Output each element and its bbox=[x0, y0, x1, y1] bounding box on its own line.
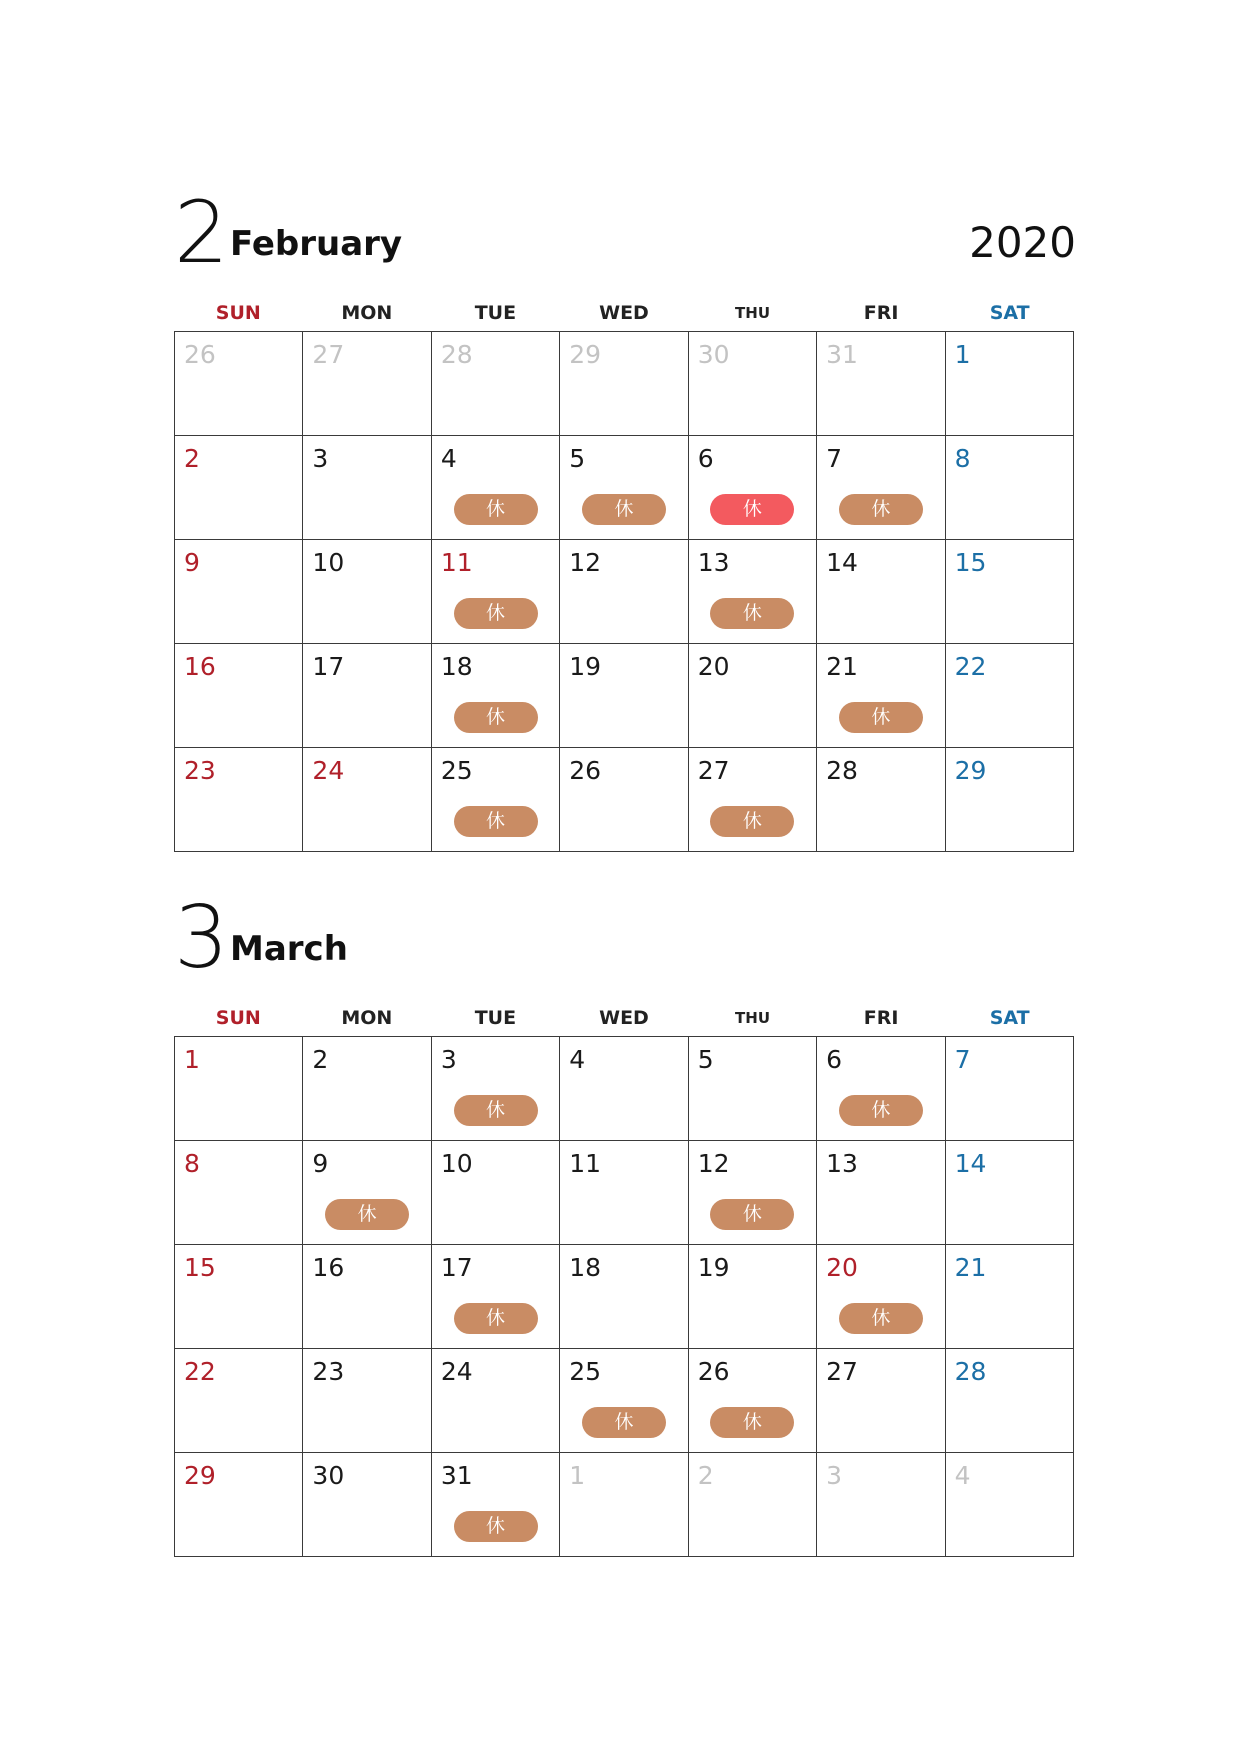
day-number: 10 bbox=[312, 548, 345, 577]
day-number: 18 bbox=[569, 1253, 602, 1282]
weekday-fri: FRI bbox=[863, 302, 899, 324]
day-number: 4 bbox=[440, 444, 457, 473]
day-number: 20 bbox=[826, 1253, 858, 1282]
day-cell[interactable] bbox=[689, 1245, 817, 1349]
day-cell[interactable] bbox=[175, 332, 303, 436]
holiday-badge: 休 bbox=[710, 806, 794, 837]
month-number: 2 bbox=[174, 183, 229, 283]
day-cell[interactable] bbox=[817, 748, 945, 852]
weekday-wed: WED bbox=[599, 1007, 649, 1029]
day-cell[interactable] bbox=[303, 1349, 431, 1453]
day-cell[interactable] bbox=[560, 1349, 688, 1453]
day-number: 28 bbox=[954, 1357, 987, 1386]
day-number: 5 bbox=[569, 444, 586, 473]
weekday-sun: SUN bbox=[215, 302, 261, 324]
day-number: 8 bbox=[954, 444, 971, 473]
day-number: 24 bbox=[440, 1357, 473, 1386]
day-number: 9 bbox=[184, 548, 200, 577]
day-number: 15 bbox=[184, 1253, 216, 1282]
day-cell[interactable] bbox=[560, 1245, 688, 1349]
day-cell[interactable] bbox=[175, 1349, 303, 1453]
holiday-badge: 休 bbox=[839, 1303, 923, 1334]
day-number: 24 bbox=[312, 756, 345, 785]
day-number: 3 bbox=[440, 1045, 457, 1074]
weekday-mon: MON bbox=[341, 1007, 393, 1029]
day-cell[interactable] bbox=[175, 1453, 303, 1557]
day-number: 15 bbox=[954, 548, 987, 577]
day-number: 18 bbox=[440, 652, 473, 681]
holiday-badge: 休 bbox=[710, 598, 794, 629]
day-cell[interactable] bbox=[560, 644, 688, 748]
holiday-badge: 休 bbox=[454, 494, 538, 525]
holiday-badge: 休 bbox=[454, 806, 538, 837]
day-number: 16 bbox=[184, 652, 216, 681]
calendar-grid bbox=[174, 331, 1074, 852]
day-number: 30 bbox=[697, 340, 730, 369]
holiday-badge: 休 bbox=[710, 1407, 794, 1438]
day-number: 11 bbox=[440, 548, 473, 577]
holiday-badge: 休 bbox=[839, 1095, 923, 1126]
month-name: February bbox=[230, 224, 403, 264]
day-number: 14 bbox=[826, 548, 858, 577]
month-header bbox=[174, 888, 1074, 1000]
day-cell[interactable] bbox=[946, 436, 1074, 540]
day-number: 2 bbox=[312, 1045, 329, 1074]
weekday-thu: THU bbox=[735, 304, 771, 322]
day-number: 9 bbox=[312, 1149, 329, 1178]
day-number: 8 bbox=[184, 1149, 200, 1178]
day-cell[interactable] bbox=[432, 332, 560, 436]
holiday-badge: 休 bbox=[582, 494, 666, 525]
holiday-badge: 休 bbox=[839, 702, 923, 733]
day-number: 19 bbox=[697, 1253, 730, 1282]
weekday-tue: TUE bbox=[474, 302, 517, 324]
day-number: 27 bbox=[826, 1357, 858, 1386]
holiday-badge: 休 bbox=[454, 1511, 538, 1542]
holiday-badge: 休 bbox=[454, 1095, 538, 1126]
day-cell[interactable] bbox=[432, 1245, 560, 1349]
year-label: 2020 bbox=[969, 218, 1076, 267]
day-number: 6 bbox=[826, 1045, 843, 1074]
day-cell[interactable] bbox=[817, 1141, 945, 1245]
day-cell[interactable] bbox=[946, 1245, 1074, 1349]
weekday-tue: TUE bbox=[474, 1007, 517, 1029]
day-number: 14 bbox=[954, 1149, 987, 1178]
holiday-badge: 休 bbox=[710, 1199, 794, 1230]
day-cell[interactable] bbox=[689, 1453, 817, 1557]
day-number: 27 bbox=[697, 756, 730, 785]
day-number: 4 bbox=[569, 1045, 586, 1074]
day-number: 26 bbox=[569, 756, 602, 785]
day-cell[interactable] bbox=[175, 436, 303, 540]
day-cell[interactable] bbox=[689, 1141, 817, 1245]
holiday-badge-highlight: 休 bbox=[710, 494, 794, 525]
day-cell[interactable] bbox=[689, 1349, 817, 1453]
holiday-badge: 休 bbox=[325, 1199, 409, 1230]
day-cell[interactable] bbox=[432, 644, 560, 748]
day-cell[interactable] bbox=[432, 1141, 560, 1245]
day-number: 17 bbox=[440, 1253, 473, 1282]
weekday-sat: SAT bbox=[989, 1007, 1030, 1029]
day-cell[interactable] bbox=[303, 436, 431, 540]
day-number: 7 bbox=[954, 1045, 971, 1074]
day-cell[interactable] bbox=[817, 644, 945, 748]
day-cell[interactable] bbox=[175, 1141, 303, 1245]
day-number: 3 bbox=[826, 1461, 843, 1490]
weekday-sun: SUN bbox=[215, 1007, 261, 1029]
day-cell[interactable] bbox=[946, 644, 1074, 748]
day-cell[interactable] bbox=[560, 436, 688, 540]
day-cell[interactable] bbox=[689, 748, 817, 852]
day-cell[interactable] bbox=[817, 1245, 945, 1349]
day-cell[interactable] bbox=[560, 1141, 688, 1245]
day-cell[interactable] bbox=[560, 748, 688, 852]
holiday-badge: 休 bbox=[454, 598, 538, 629]
calendar-grid bbox=[174, 1036, 1074, 1557]
day-number: 4 bbox=[954, 1461, 971, 1490]
weekday-header-row bbox=[174, 1000, 1074, 1036]
weekday-header-row bbox=[174, 295, 1074, 331]
day-number: 22 bbox=[954, 652, 987, 681]
day-cell[interactable] bbox=[303, 332, 431, 436]
day-number: 12 bbox=[697, 1149, 730, 1178]
day-cell[interactable] bbox=[560, 1037, 688, 1141]
day-number: 31 bbox=[440, 1461, 473, 1490]
holiday-badge: 休 bbox=[454, 702, 538, 733]
day-number: 26 bbox=[184, 340, 216, 369]
day-cell[interactable] bbox=[817, 1349, 945, 1453]
day-number: 29 bbox=[954, 756, 987, 785]
month-number: 3 bbox=[174, 888, 229, 988]
day-number: 29 bbox=[569, 340, 602, 369]
day-cell[interactable] bbox=[946, 748, 1074, 852]
day-number: 17 bbox=[312, 652, 345, 681]
day-number: 21 bbox=[826, 652, 858, 681]
day-cell[interactable] bbox=[689, 1037, 817, 1141]
day-cell[interactable] bbox=[817, 332, 945, 436]
day-number: 31 bbox=[826, 340, 858, 369]
day-cell[interactable] bbox=[689, 436, 817, 540]
day-number: 2 bbox=[184, 444, 200, 473]
day-number: 30 bbox=[312, 1461, 345, 1490]
day-number: 27 bbox=[312, 340, 345, 369]
day-cell[interactable] bbox=[303, 1453, 431, 1557]
month-march bbox=[174, 888, 1074, 1557]
day-cell[interactable] bbox=[432, 540, 560, 644]
day-cell[interactable] bbox=[817, 1037, 945, 1141]
day-number: 1 bbox=[954, 340, 971, 369]
day-cell[interactable] bbox=[689, 332, 817, 436]
month-header bbox=[174, 183, 1076, 295]
day-cell[interactable] bbox=[432, 436, 560, 540]
day-cell[interactable] bbox=[175, 1245, 303, 1349]
day-number: 22 bbox=[184, 1357, 216, 1386]
day-number: 25 bbox=[569, 1357, 602, 1386]
day-number: 5 bbox=[697, 1045, 714, 1074]
day-cell[interactable] bbox=[560, 540, 688, 644]
day-cell[interactable] bbox=[175, 644, 303, 748]
day-number: 16 bbox=[312, 1253, 345, 1282]
day-cell[interactable] bbox=[689, 540, 817, 644]
day-number: 25 bbox=[440, 756, 473, 785]
day-cell[interactable] bbox=[432, 748, 560, 852]
day-cell[interactable] bbox=[689, 644, 817, 748]
day-cell[interactable] bbox=[946, 1037, 1074, 1141]
day-cell[interactable] bbox=[175, 540, 303, 644]
day-number: 10 bbox=[440, 1149, 473, 1178]
day-cell[interactable] bbox=[432, 1453, 560, 1557]
weekday-wed: WED bbox=[599, 302, 649, 324]
day-cell[interactable] bbox=[817, 540, 945, 644]
holiday-badge: 休 bbox=[839, 494, 923, 525]
weekday-sat: SAT bbox=[989, 302, 1030, 324]
day-number: 21 bbox=[954, 1253, 987, 1282]
day-number: 1 bbox=[569, 1461, 586, 1490]
day-number: 19 bbox=[569, 652, 602, 681]
day-number: 6 bbox=[697, 444, 714, 473]
day-number: 1 bbox=[184, 1045, 200, 1074]
day-cell[interactable] bbox=[946, 1453, 1074, 1557]
weekday-thu: THU bbox=[735, 1009, 771, 1027]
holiday-badge: 休 bbox=[582, 1407, 666, 1438]
weekday-mon: MON bbox=[341, 302, 393, 324]
day-cell[interactable] bbox=[560, 332, 688, 436]
month-name: March bbox=[230, 929, 348, 969]
day-cell[interactable] bbox=[303, 1245, 431, 1349]
day-cell[interactable] bbox=[946, 540, 1074, 644]
day-number: 23 bbox=[184, 756, 216, 785]
day-cell[interactable] bbox=[303, 540, 431, 644]
day-cell[interactable] bbox=[432, 1349, 560, 1453]
day-cell[interactable] bbox=[175, 748, 303, 852]
day-cell[interactable] bbox=[303, 1141, 431, 1245]
day-cell[interactable] bbox=[303, 1037, 431, 1141]
weekday-fri: FRI bbox=[863, 1007, 899, 1029]
day-number: 2 bbox=[697, 1461, 714, 1490]
day-number: 7 bbox=[826, 444, 843, 473]
day-cell[interactable] bbox=[560, 1453, 688, 1557]
day-number: 13 bbox=[826, 1149, 858, 1178]
day-number: 11 bbox=[569, 1149, 602, 1178]
day-cell[interactable] bbox=[303, 644, 431, 748]
day-cell[interactable] bbox=[817, 1453, 945, 1557]
month-february bbox=[174, 183, 1076, 852]
day-cell[interactable] bbox=[817, 436, 945, 540]
day-number: 28 bbox=[826, 756, 858, 785]
day-number: 28 bbox=[440, 340, 473, 369]
day-number: 13 bbox=[697, 548, 730, 577]
day-cell[interactable] bbox=[946, 332, 1074, 436]
day-cell[interactable] bbox=[175, 1037, 303, 1141]
day-number: 12 bbox=[569, 548, 602, 577]
day-number: 3 bbox=[312, 444, 329, 473]
day-number: 23 bbox=[312, 1357, 345, 1386]
day-number: 29 bbox=[184, 1461, 216, 1490]
day-number: 26 bbox=[697, 1357, 730, 1386]
day-number: 20 bbox=[697, 652, 730, 681]
holiday-badge: 休 bbox=[454, 1303, 538, 1334]
day-cell[interactable] bbox=[946, 1141, 1074, 1245]
day-cell[interactable] bbox=[432, 1037, 560, 1141]
day-cell[interactable] bbox=[946, 1349, 1074, 1453]
day-cell[interactable] bbox=[303, 748, 431, 852]
